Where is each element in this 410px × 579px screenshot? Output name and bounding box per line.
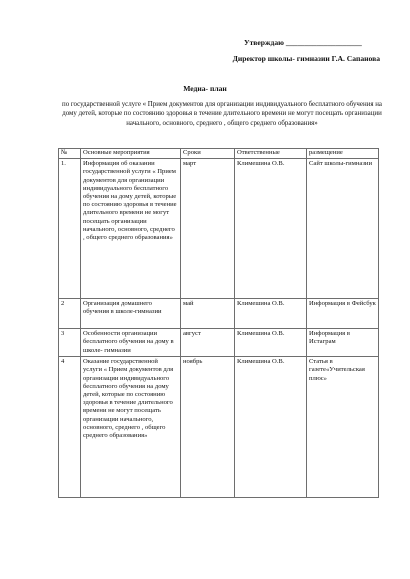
table-header-row: [59, 149, 379, 159]
row-number: 3: [59, 329, 81, 357]
table-row: [59, 159, 379, 299]
row-responsible: Климешина О.В.: [235, 357, 307, 498]
row-placement: Информация в Истаграм: [307, 329, 379, 357]
row-placement: Статья в газете«Учительская плюс»: [307, 357, 379, 498]
row-term: март: [181, 159, 235, 299]
row-number: 2: [59, 299, 81, 329]
table-row: [59, 299, 379, 329]
document-title: Медиа- план: [183, 84, 227, 93]
row-number: 1.: [59, 159, 81, 299]
row-activity: Особенности организации бесплатного обучения на дому в школе- гимназии: [81, 329, 181, 357]
row-term: август: [181, 329, 235, 357]
row-placement: Информация в Фейсбук: [307, 299, 379, 329]
row-term: ноябрь: [181, 357, 235, 498]
row-responsible: Климешина О.В.: [235, 329, 307, 357]
row-activity: Информация об оказании государственной услуги « Прием документов для организации индивидуального бесплатного обучения на дому детей, которые по состоянию здоровья в течение длительного времени не могут посещать организации начального, основного, среднего , общего среднего образования»: [81, 159, 181, 299]
row-number: 4: [59, 357, 81, 498]
row-placement: Сайт школы-гимназии: [307, 159, 379, 299]
director-signature-line: Директор школы- гимназии Г.А. Сапанова: [232, 54, 380, 63]
media-plan-table: [58, 148, 379, 498]
row-responsible: Климешина О.В.: [235, 299, 307, 329]
header-terms: Сроки: [181, 149, 235, 159]
header-placement: размещение: [307, 149, 379, 159]
row-term: май: [181, 299, 235, 329]
table-row: [59, 329, 379, 357]
header-activities: Основные мероприятия: [81, 149, 181, 159]
header-responsible: Ответственные: [235, 149, 307, 159]
document-subtitle: по государственной услуге « Прием документов для организации индивидуального бесплатного обучения на дому детей, которые по состоянию здоровья в течение длительного времени не могут посещать организации начального, основного, среднего , общего среднего образования»: [62, 101, 382, 127]
row-activity: Оказание государственной услуги « Прием документов для организации индивидуального бесплатного обучения на дому детей, которые по состоянию здоровья в течение длительного времени не могут посещать организации начального, основного, среднего , общего среднего образования»: [81, 357, 181, 498]
table-row: [59, 357, 379, 498]
approval-line: Утверждаю ____________________: [244, 38, 362, 47]
row-activity: Организация домашнего обучения в школе-гимназии: [81, 299, 181, 329]
row-responsible: Климешина О.В.: [235, 159, 307, 299]
header-number: №: [59, 149, 81, 159]
